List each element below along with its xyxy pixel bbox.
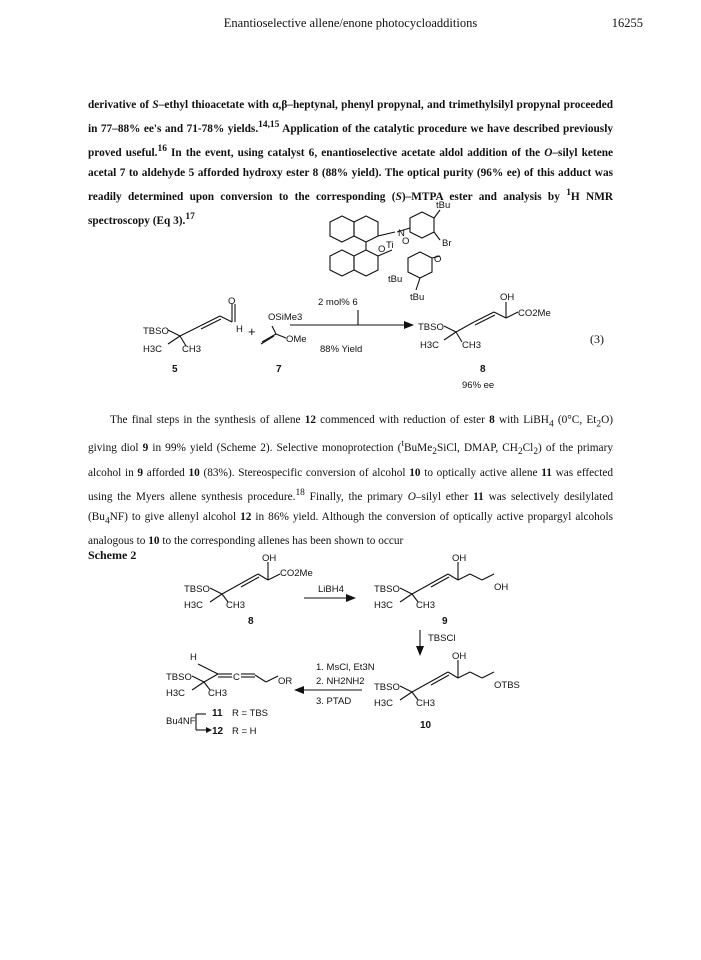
svg-text:H3C: H3C bbox=[420, 340, 440, 351]
svg-text:11: 11 bbox=[212, 708, 223, 719]
svg-text:TBSO: TBSO bbox=[374, 682, 400, 693]
svg-text:Bu4NF: Bu4NF bbox=[166, 716, 196, 727]
svg-text:CH3: CH3 bbox=[182, 344, 202, 355]
scheme2-compound-8 bbox=[184, 553, 313, 627]
svg-text:H3C: H3C bbox=[166, 688, 186, 699]
o-label-3: O bbox=[434, 254, 442, 265]
catalyst-label: 2 mol% 6 bbox=[318, 297, 358, 308]
catalyst-structure bbox=[330, 200, 452, 303]
svg-text:OH: OH bbox=[452, 651, 467, 662]
compound-8-label: 8 bbox=[480, 364, 486, 375]
svg-text:TBSO: TBSO bbox=[418, 322, 444, 333]
svg-text:12: 12 bbox=[212, 726, 224, 737]
compound-8 bbox=[418, 292, 551, 391]
svg-text:OTBS: OTBS bbox=[494, 680, 520, 691]
eq3-arrow bbox=[290, 297, 414, 355]
tbu-label-bot: tBu bbox=[410, 292, 425, 303]
scheme2-compound-10 bbox=[374, 651, 520, 731]
svg-text:C: C bbox=[233, 672, 240, 683]
svg-text:OSiMe3: OSiMe3 bbox=[268, 312, 303, 323]
svg-text:H: H bbox=[190, 652, 197, 663]
svg-text:OH: OH bbox=[500, 292, 515, 303]
svg-text:O: O bbox=[228, 296, 236, 307]
myers-arrow bbox=[294, 662, 375, 707]
br-label: Br bbox=[442, 238, 452, 249]
compound-5-label: 5 bbox=[172, 364, 178, 375]
o-label-2: O bbox=[402, 236, 410, 247]
n-label: N bbox=[398, 228, 405, 239]
svg-text:OH: OH bbox=[494, 582, 509, 593]
ti-label: Ti bbox=[386, 240, 394, 251]
o-label-1: O bbox=[378, 244, 386, 255]
svg-text:CO2Me: CO2Me bbox=[518, 308, 551, 319]
scheme-compound-8-label: 8 bbox=[248, 616, 254, 627]
scheme2-allene bbox=[166, 652, 292, 737]
svg-text:H: H bbox=[236, 324, 243, 335]
svg-text:3. PTAD: 3. PTAD bbox=[316, 696, 352, 707]
svg-text:R = H: R = H bbox=[232, 726, 257, 737]
scheme2-compound-9 bbox=[374, 553, 508, 627]
svg-text:H3C: H3C bbox=[143, 344, 163, 355]
svg-text:1. MsCl, Et3N: 1. MsCl, Et3N bbox=[316, 662, 375, 673]
svg-text:OR: OR bbox=[278, 676, 293, 687]
svg-text:TBSO: TBSO bbox=[166, 672, 192, 683]
svg-text:H3C: H3C bbox=[184, 600, 204, 611]
libh4-arrow bbox=[304, 584, 356, 602]
svg-text:TBSCl: TBSCl bbox=[428, 633, 456, 644]
scheme-compound-9-label: 9 bbox=[442, 616, 448, 627]
svg-text:CH3: CH3 bbox=[416, 698, 436, 709]
svg-text:CH3: CH3 bbox=[462, 340, 482, 351]
svg-text:CH3: CH3 bbox=[208, 688, 228, 699]
tbu-label-top: tBu bbox=[436, 200, 451, 211]
scheme-2-label: Scheme 2 bbox=[88, 548, 137, 562]
yield-label: 88% Yield bbox=[320, 344, 363, 355]
svg-text:R = TBS: R = TBS bbox=[232, 708, 268, 719]
compound-5 bbox=[143, 296, 243, 375]
svg-text:LiBH4: LiBH4 bbox=[318, 584, 344, 595]
plus-sign: + bbox=[248, 324, 256, 339]
paragraph-1: derivative of S–ethyl thioacetate with α,β–heptynal, phenyl propynal, and trimethylsilyl propynal proceeded in 77–88% ee's and 71-78% yields.$^{14,15}$ Application of the catalytic procedure we have described previously proved useful.$^{16}$ In the event, using catalyst 6, enantioselective acetate aldol addition of the O–silyl ketene acetal 7 to aldehyde 5 afforded hydroxy ester 8 (88% yield). The optical purity (96% ee) of this adduct was readily determined upon conversion to the corresponding (S)–MTPA ester and analysis by $^1$H NMR spectroscopy (Eq 3).$^{17}$ bbox=[88, 99, 614, 228]
svg-text:H3C: H3C bbox=[374, 698, 394, 709]
tbscl-arrow bbox=[416, 630, 455, 656]
svg-text:OMe: OMe bbox=[286, 334, 307, 345]
svg-text:TBSO: TBSO bbox=[184, 584, 210, 595]
tbu-label-mid: tBu bbox=[388, 274, 403, 285]
paragraph-2: The final steps in the synthesis of allene 12 commenced with reduction of ester 8 with LiBH$_4$ (0°C, $Et_2O$) giving diol 9 in 99% yield (Scheme 2). Selective monoprotection ($^t$BuMe$_2$SiCl, DMAP, $CH_2Cl_2$) of the primary alcohol in 9 afforded 10 (83%). Stereospecific conversion of alcohol 10 to optically active allene 11 was effected using the Myers allene synthesis procedure.$^{18}$ Finally, the primary O–silyl ether 11 was selectively desilylated $(Bu_4NF)$ to give allenyl alcohol 12 in 86% yield. Although the conversion of optically active propargyl alcohols analogous to 10 to the corresponding allenes has been shown to occur bbox=[88, 414, 613, 548]
svg-text:CH3: CH3 bbox=[416, 600, 436, 611]
svg-text:OH: OH bbox=[452, 553, 467, 564]
ee-label: 96% ee bbox=[462, 380, 495, 391]
svg-text:H3C: H3C bbox=[374, 600, 394, 611]
compound-7-label: 7 bbox=[276, 364, 282, 375]
scheme-compound-10-label: 10 bbox=[420, 720, 432, 731]
svg-text:OH: OH bbox=[262, 553, 277, 564]
svg-text:TBSO: TBSO bbox=[374, 584, 400, 595]
equation-number: (3) bbox=[590, 332, 604, 346]
compound-7 bbox=[261, 312, 307, 375]
svg-text:CO2Me: CO2Me bbox=[280, 568, 313, 579]
svg-text:2. NH2NH2: 2. NH2NH2 bbox=[316, 676, 365, 687]
svg-text:TBSO: TBSO bbox=[143, 326, 169, 337]
running-title: Enantioselective allene/enone photocycloadditions bbox=[223, 16, 478, 30]
page-number: 16255 bbox=[611, 16, 643, 30]
svg-text:CH3: CH3 bbox=[226, 600, 246, 611]
